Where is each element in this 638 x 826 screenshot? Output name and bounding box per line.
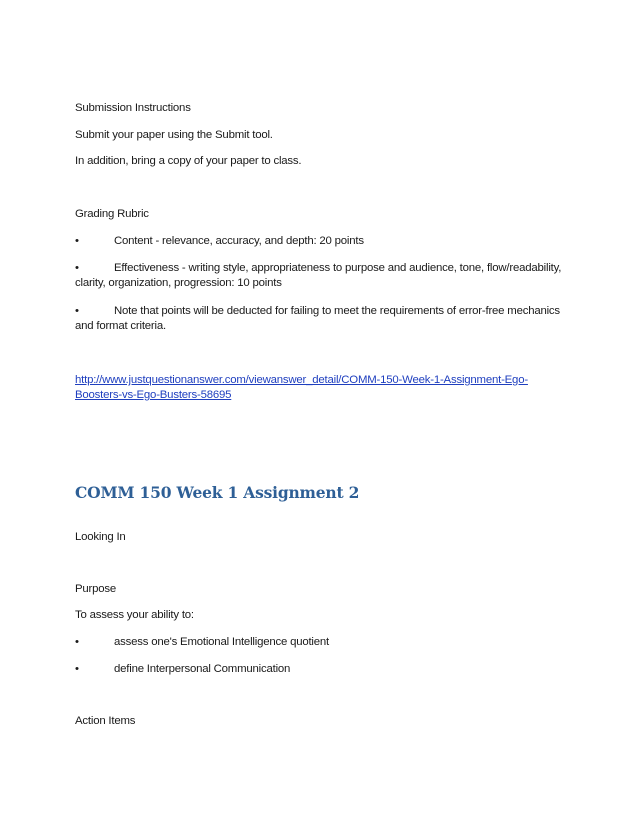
purpose-item-2: define Interpersonal Communication bbox=[114, 663, 291, 675]
grading-item-3-line-1: Note that points will be deducted for failing to meet the requirements of error-free mechanics bbox=[114, 305, 560, 317]
bullet-glyph: • bbox=[75, 305, 79, 317]
answer-link-line-2[interactable]: Boosters-vs-Ego-Busters-58695 bbox=[75, 389, 232, 401]
grading-item-1: Content - relevance, accuracy, and depth: 20 points bbox=[114, 235, 364, 247]
assignment-title: COMM 150 Week 1 Assignment 2 bbox=[75, 483, 360, 502]
bullet-glyph: • bbox=[75, 235, 79, 247]
assignment-subtitle: Looking In bbox=[75, 531, 126, 543]
submission-line-2: In addition, bring a copy of your paper to class. bbox=[75, 155, 302, 167]
grading-heading: Grading Rubric bbox=[75, 208, 149, 220]
submission-heading: Submission Instructions bbox=[75, 102, 191, 114]
purpose-heading: Purpose bbox=[75, 583, 117, 595]
grading-item-3-line-2: and format criteria. bbox=[75, 320, 166, 332]
answer-link-line-1[interactable]: http://www.justquestionanswer.com/viewanswer_detail/COMM-150-Week-1-Assignment-Ego- bbox=[75, 374, 528, 386]
purpose-item-1: assess one's Emotional Intelligence quotient bbox=[114, 636, 329, 648]
grading-item-2-line-1: Effectiveness - writing style, appropriateness to purpose and audience, tone, flow/readability, bbox=[114, 262, 562, 274]
grading-item-2-line-2: clarity, organization, progression: 10 points bbox=[75, 277, 282, 289]
purpose-intro: To assess your ability to: bbox=[75, 609, 194, 621]
bullet-glyph: • bbox=[75, 262, 79, 274]
bullet-glyph: • bbox=[75, 636, 79, 648]
submission-line-1: Submit your paper using the Submit tool. bbox=[75, 129, 273, 141]
bullet-glyph: • bbox=[75, 663, 79, 675]
action-items-heading: Action Items bbox=[75, 715, 136, 727]
